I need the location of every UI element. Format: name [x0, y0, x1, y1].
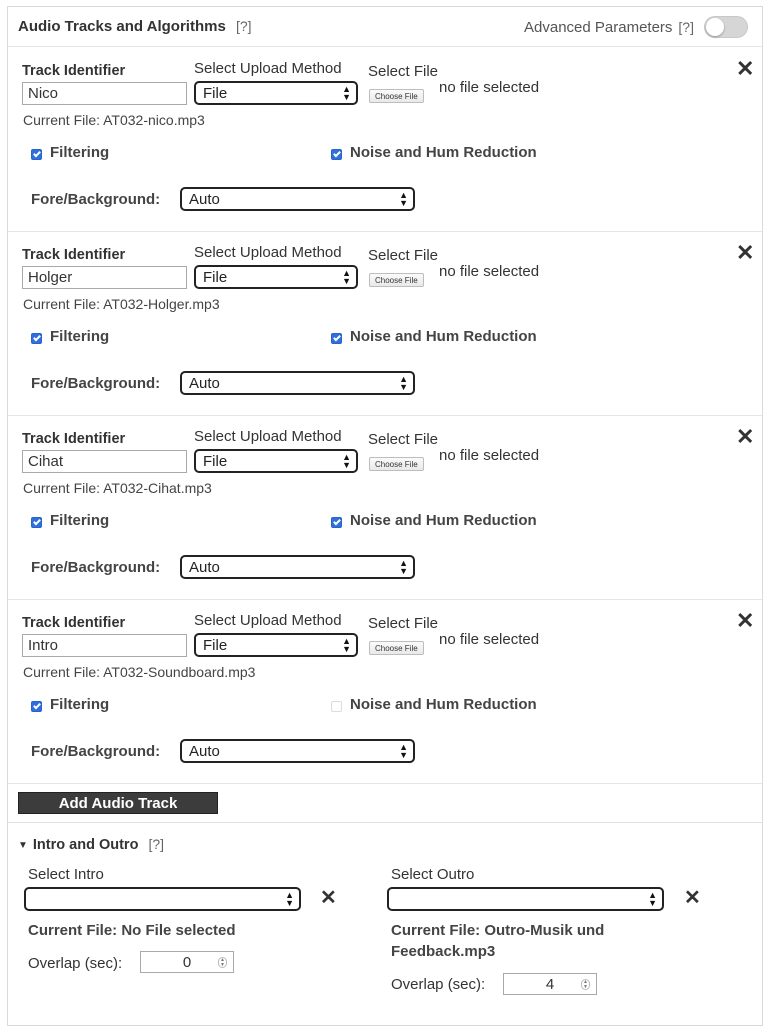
select-file-label: Select File: [368, 247, 439, 264]
track-row: [8, 48, 762, 232]
upload-method-value: File: [203, 636, 228, 654]
upload-method-label: Select Upload Method: [194, 612, 342, 629]
current-file-text: Current File: AT032-Holger.mp3: [23, 296, 220, 312]
select-intro-dropdown[interactable]: [24, 887, 301, 911]
noise-hum-checkbox[interactable]: [331, 333, 342, 344]
filtering-label: Filtering: [50, 696, 110, 713]
select-arrows-icon: ▲ ▼: [648, 890, 657, 908]
upload-method-select[interactable]: [194, 265, 358, 289]
clear-intro-icon[interactable]: ✕: [320, 887, 337, 909]
upload-method-label: Select Upload Method: [194, 428, 342, 445]
section-divider: [8, 822, 762, 823]
advanced-help-link[interactable]: [?]: [678, 19, 694, 35]
add-audio-track-button[interactable]: Add Audio Track: [18, 792, 218, 814]
select-intro-label: Select Intro: [28, 866, 104, 883]
no-file-selected-text: no file selected: [439, 263, 540, 280]
stepper-icon[interactable]: ▲ ▼: [581, 979, 590, 990]
select-arrows-icon: ▲ ▼: [342, 636, 351, 654]
select-arrows-icon: ▲ ▼: [342, 452, 351, 470]
upload-method-select[interactable]: [194, 81, 358, 105]
stepper-icon[interactable]: ▲ ▼: [218, 957, 227, 968]
outro-overlap-value: 4: [545, 975, 555, 993]
track-identifier-label: Track Identifier: [22, 431, 126, 447]
current-file-text: Current File: AT032-Soundboard.mp3: [23, 664, 256, 680]
audio-tracks-panel: [7, 6, 763, 1026]
advanced-parameters-toggle[interactable]: [704, 16, 748, 38]
filtering-label: Filtering: [50, 144, 110, 161]
filtering-checkbox[interactable]: [31, 333, 42, 344]
track-row: [8, 232, 762, 416]
track-row: [8, 600, 762, 784]
upload-method-label: Select Upload Method: [194, 244, 342, 261]
select-arrows-icon: ▲ ▼: [399, 374, 408, 392]
noise-hum-label: Noise and Hum Reduction: [350, 328, 537, 345]
outro-overlap-label: Overlap (sec):: [391, 976, 486, 993]
current-file-text: Current File: AT032-nico.mp3: [23, 112, 205, 128]
current-file-text: Current File: AT032-Cihat.mp3: [23, 480, 212, 496]
noise-hum-checkbox[interactable]: [331, 701, 342, 712]
advanced-parameters-label: Advanced Parameters: [524, 18, 673, 36]
choose-file-button[interactable]: Choose File: [369, 89, 424, 103]
fore-background-select[interactable]: [180, 739, 415, 763]
select-arrows-icon: ▲ ▼: [342, 268, 351, 286]
upload-method-label: Select Upload Method: [194, 60, 342, 77]
filtering-checkbox[interactable]: [31, 149, 42, 160]
panel-title-text: Audio Tracks and Algorithms: [18, 18, 226, 35]
track-identifier-label: Track Identifier: [22, 63, 126, 79]
outro-current-file-line2: Feedback.mp3: [391, 943, 496, 960]
intro-outro-title: Intro and Outro: [32, 837, 139, 853]
intro-outro-header[interactable]: [18, 836, 164, 853]
track-row: [8, 416, 762, 600]
remove-track-icon[interactable]: ✕: [736, 424, 755, 449]
toggle-knob: [706, 18, 724, 36]
intro-overlap-label: Overlap (sec):: [28, 955, 123, 972]
filtering-label: Filtering: [50, 512, 110, 529]
upload-method-select[interactable]: [194, 449, 358, 473]
disclosure-triangle-icon: ▼: [18, 840, 28, 851]
track-identifier-label: Track Identifier: [22, 247, 126, 263]
fore-background-select[interactable]: [180, 555, 415, 579]
filtering-checkbox[interactable]: [31, 701, 42, 712]
fore-background-select[interactable]: [180, 187, 415, 211]
choose-file-button[interactable]: Choose File: [369, 641, 424, 655]
fore-background-label: Fore/Background:: [31, 743, 161, 760]
noise-hum-label: Noise and Hum Reduction: [350, 144, 537, 161]
upload-method-value: File: [203, 84, 228, 102]
upload-method-select[interactable]: [194, 633, 358, 657]
advanced-parameters: [524, 16, 748, 38]
fore-background-select[interactable]: [180, 371, 415, 395]
fore-background-label: Fore/Background:: [31, 191, 161, 208]
track-identifier-input[interactable]: [22, 450, 187, 473]
track-identifier-input[interactable]: [22, 634, 187, 657]
select-file-label: Select File: [368, 615, 439, 632]
intro-current-file: Current File: No File selected: [28, 922, 236, 939]
fore-background-value: Auto: [189, 742, 220, 760]
no-file-selected-text: no file selected: [439, 79, 540, 96]
select-arrows-icon: ▲ ▼: [399, 190, 408, 208]
track-identifier-label: Track Identifier: [22, 615, 126, 631]
select-outro-dropdown[interactable]: [387, 887, 664, 911]
clear-outro-icon[interactable]: ✕: [684, 887, 701, 909]
panel-title: [18, 18, 252, 35]
track-identifier-input[interactable]: [22, 266, 187, 289]
outro-current-file-line1: Current File: Outro-Musik und: [391, 922, 605, 939]
intro-outro-help-link[interactable]: [?]: [148, 836, 165, 852]
noise-hum-label: Noise and Hum Reduction: [350, 696, 537, 713]
track-identifier-input[interactable]: [22, 82, 187, 105]
noise-hum-checkbox[interactable]: [331, 517, 342, 528]
fore-background-value: Auto: [189, 374, 220, 392]
remove-track-icon[interactable]: ✕: [736, 240, 755, 265]
noise-hum-checkbox[interactable]: [331, 149, 342, 160]
fore-background-label: Fore/Background:: [31, 375, 161, 392]
select-arrows-icon: ▲ ▼: [399, 742, 408, 760]
intro-overlap-input[interactable]: [140, 951, 234, 973]
select-arrows-icon: ▲ ▼: [342, 84, 351, 102]
fore-background-value: Auto: [189, 190, 220, 208]
upload-method-value: File: [203, 268, 228, 286]
select-arrows-icon: ▲ ▼: [399, 558, 408, 576]
noise-hum-label: Noise and Hum Reduction: [350, 512, 537, 529]
intro-overlap-value: 0: [182, 953, 192, 971]
panel-header: [8, 7, 762, 47]
select-file-label: Select File: [368, 63, 439, 80]
help-link[interactable]: [?]: [235, 18, 252, 34]
select-arrows-icon: ▲ ▼: [285, 890, 294, 908]
remove-track-icon[interactable]: ✕: [736, 56, 755, 81]
select-file-label: Select File: [368, 431, 439, 448]
choose-file-button[interactable]: Choose File: [369, 457, 424, 471]
select-outro-label: Select Outro: [391, 866, 475, 883]
filtering-checkbox[interactable]: [31, 517, 42, 528]
fore-background-label: Fore/Background:: [31, 559, 161, 576]
upload-method-value: File: [203, 452, 228, 470]
fore-background-value: Auto: [189, 558, 220, 576]
choose-file-button[interactable]: Choose File: [369, 273, 424, 287]
no-file-selected-text: no file selected: [439, 631, 540, 648]
remove-track-icon[interactable]: ✕: [736, 608, 755, 633]
no-file-selected-text: no file selected: [439, 447, 540, 464]
filtering-label: Filtering: [50, 328, 110, 345]
outro-overlap-input[interactable]: [503, 973, 597, 995]
